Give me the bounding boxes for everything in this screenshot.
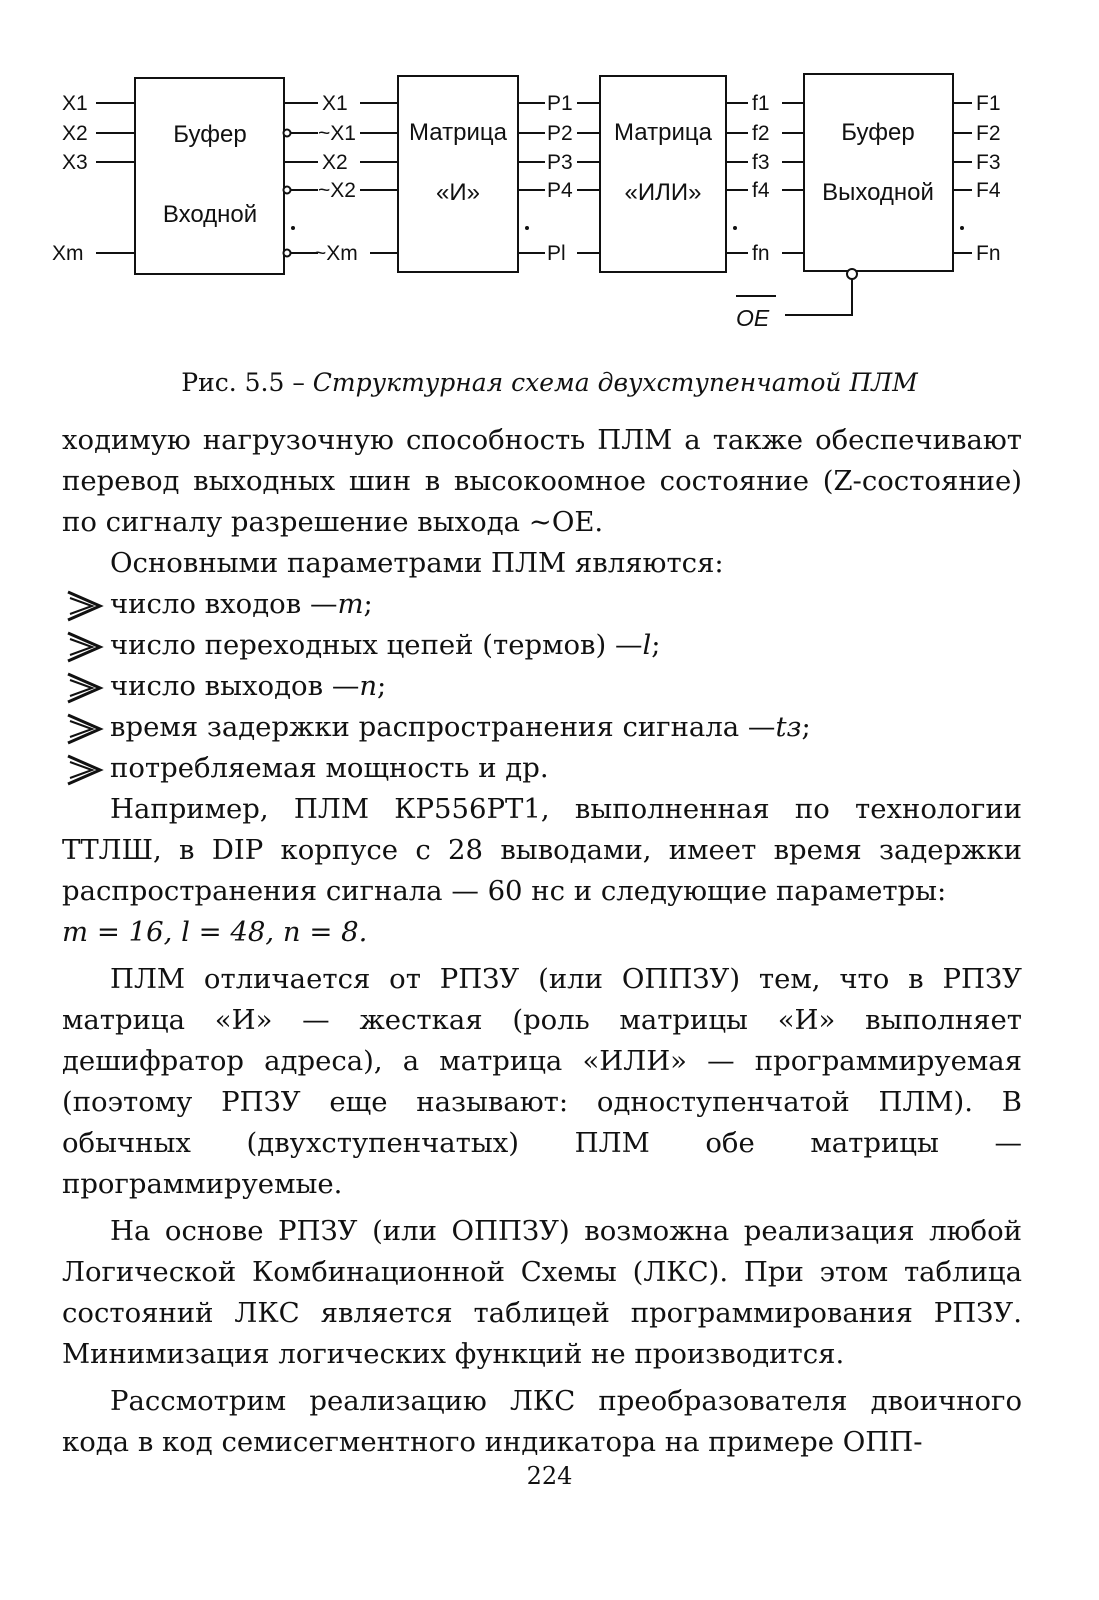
paragraph-example-converter: Рассмотрим реализацию ЛКС преобразователя двоичного кода в код семисегментного индикатора на примере ОПП- (62, 1385, 1022, 1458)
list-item-text: число переходных цепей (термов) — (110, 629, 643, 661)
product-term-label: P1 (547, 92, 573, 115)
list-item-end: ; (377, 670, 387, 702)
list-item (62, 666, 1022, 707)
output-buffer-title: Буфер (841, 119, 915, 146)
input-label: X1 (62, 92, 88, 115)
output-label: F4 (976, 179, 1001, 202)
list-item (62, 748, 1022, 789)
output-label: F2 (976, 122, 1001, 145)
body-text (62, 420, 1022, 1463)
list-item-symbol: n (359, 670, 378, 702)
oe-enable-line (785, 278, 852, 315)
list-item-end: ; (363, 588, 373, 620)
list-item-end: ; (801, 711, 811, 743)
product-term-label: P4 (547, 179, 573, 202)
buffer-output-label: ~X2 (318, 179, 356, 202)
sum-term-label: f1 (752, 92, 770, 115)
ellipsis-dot (291, 226, 295, 230)
bullet-arrow-icon (62, 584, 110, 625)
list-item (62, 625, 1022, 666)
input-buffer-block (135, 78, 284, 274)
list-item-symbol: m (337, 588, 364, 620)
output-label: Fn (976, 242, 1001, 265)
paragraph-example: Например, ПЛМ КР556РТ1, выполненная по технологии ТТЛШ, в DIP корпусе с 28 выводами, имеет время задержки распространения сигнала — 60 нс и следующие параметры: (62, 793, 1022, 907)
inversion-bubble (284, 250, 291, 257)
sum-term-label: f3 (752, 151, 770, 174)
bullet-arrow-icon (62, 666, 110, 707)
ellipsis-dot (525, 226, 529, 230)
sum-term-label: f2 (752, 122, 770, 145)
output-label: F1 (976, 92, 1001, 115)
oe-label: OE (736, 305, 770, 331)
and-matrix-block (398, 76, 518, 272)
input-buffer-subtitle: Входной (162, 201, 258, 228)
product-term-label: Pl (547, 242, 566, 265)
inversion-bubble (284, 130, 291, 137)
buffer-output-label: X2 (322, 151, 348, 174)
sum-term-label: f4 (752, 179, 770, 202)
product-term-label: P2 (547, 122, 573, 145)
parameter-list (62, 584, 1022, 789)
buffer-output-label: ~X1 (318, 122, 356, 145)
paragraph-lks: На основе РПЗУ (или ОППЗУ) возможна реализация любой Логической Комбинационной Схемы (ЛКС). При этом таблица состояний ЛКС является таблицей программирования РПЗУ. Минимизация логических функций не производится. (62, 1215, 1022, 1370)
input-label: Xm (52, 242, 84, 265)
list-item-symbol: l (642, 629, 652, 661)
or-matrix-title: Матрица (614, 119, 712, 146)
caption-title: Структурная схема двухступенчатой ПЛМ (312, 368, 918, 397)
paragraph-example-params: m = 16, l = 48, n = 8. (62, 916, 368, 948)
output-buffer-block (804, 74, 953, 271)
input-buffer-title: Буфер (173, 121, 247, 148)
or-matrix-block (600, 76, 726, 272)
bullet-arrow-icon (62, 748, 110, 789)
list-item-text: время задержки распространения сигнала — (110, 711, 776, 743)
list-item-text: число входов — (110, 588, 338, 620)
input-label: X2 (62, 122, 88, 145)
list-item (62, 707, 1022, 748)
or-matrix-subtitle: «ИЛИ» (624, 179, 702, 206)
sum-term-label: fn (752, 242, 770, 265)
inversion-bubble (284, 187, 291, 194)
buffer-output-label: X1 (322, 92, 348, 115)
oe-inversion-bubble (847, 269, 857, 279)
output-label: F3 (976, 151, 1001, 174)
list-item-text: потребляемая мощность и др. (110, 752, 549, 784)
and-matrix-title: Матрица (409, 119, 507, 146)
paragraph-plm-vs-rpzu: ПЛМ отличается от РПЗУ (или ОППЗУ) тем, что в РПЗУ матрица «И» — жесткая (роль матрицы «И» выполняет дешифратор адреса), а матрица «ИЛИ» — программируемая (поэтому РПЗУ еще называют: одноступенчатой ПЛМ). В обычных (двухступенчатых) ПЛМ обе матрицы — программируемые. (62, 963, 1022, 1200)
output-buffer-subtitle: Выходной (822, 179, 934, 206)
buffer-output-label: ~Xm (314, 242, 358, 265)
page-number: 224 (526, 1462, 573, 1490)
product-term-label: P3 (547, 151, 573, 174)
ellipsis-dot (733, 226, 737, 230)
ellipsis-dot (960, 226, 964, 230)
list-item-text: число выходов — (110, 670, 360, 702)
list-item-symbol: tз (775, 711, 802, 743)
figure-caption (0, 368, 1099, 397)
paragraph-parameters-intro: Основными параметрами ПЛМ являются: (110, 547, 724, 579)
input-label: X3 (62, 151, 88, 174)
and-matrix-subtitle: «И» (436, 179, 480, 206)
bullet-arrow-icon (62, 625, 110, 666)
paragraph-continuation: ходимую нагрузочную способность ПЛМ а также обеспечивают перевод выходных шин в высокоомное состояние (Z-состояние) по сигналу разрешение выхода ~OE. (62, 424, 1022, 538)
list-item (62, 584, 1022, 625)
bullet-arrow-icon (62, 707, 110, 748)
plm-structure-diagram (0, 0, 1099, 345)
list-item-end: ; (651, 629, 661, 661)
caption-number: Рис. 5.5 – (181, 368, 313, 397)
